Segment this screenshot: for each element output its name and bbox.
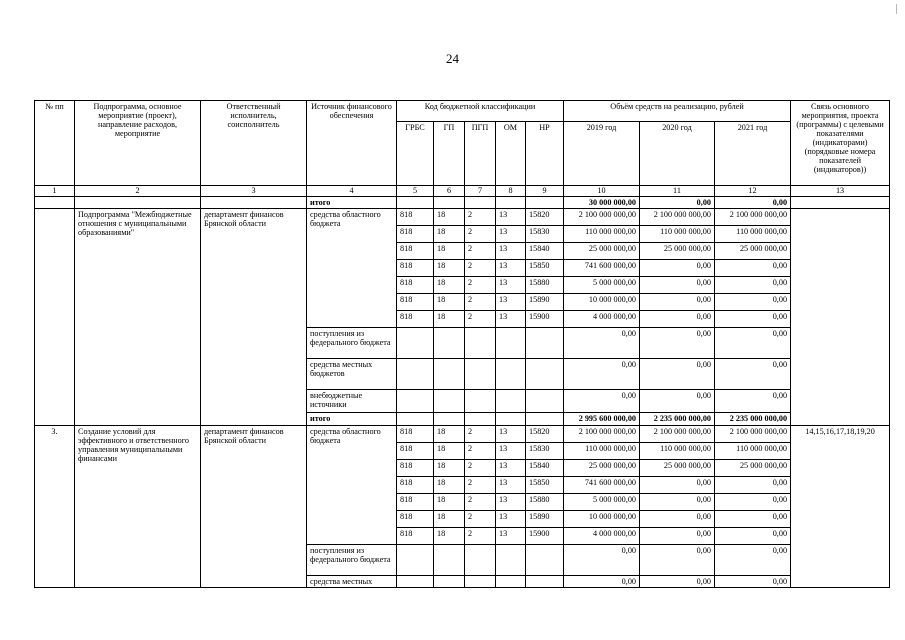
grbs-cell: 818 bbox=[397, 477, 434, 494]
amount-2020: 0,00 bbox=[640, 311, 715, 328]
amount-2019: 2 100 000 000,00 bbox=[564, 426, 640, 443]
total-2020: 2 235 000 000,00 bbox=[640, 413, 715, 426]
amount-2020: 110 000 000,00 bbox=[640, 443, 715, 460]
amount-2020: 0,00 bbox=[640, 494, 715, 511]
pgp-cell: 2 bbox=[465, 443, 496, 460]
gp-cell: 18 bbox=[434, 277, 465, 294]
np-cell: 15820 bbox=[526, 426, 564, 443]
pgp-cell: 2 bbox=[465, 260, 496, 277]
grbs-cell: 818 bbox=[397, 209, 434, 226]
amount-2020: 25 000 000,00 bbox=[640, 243, 715, 260]
amount-2021: 0,00 bbox=[715, 260, 791, 277]
s1-extra-label: внебюджетные источники bbox=[307, 390, 397, 413]
amount-2021: 25 000 000,00 bbox=[715, 243, 791, 260]
pgp-cell: 2 bbox=[465, 209, 496, 226]
column-number: 6 bbox=[434, 186, 465, 197]
gp-cell: 18 bbox=[434, 311, 465, 328]
amount-2020: 110 000 000,00 bbox=[640, 226, 715, 243]
grbs-cell: 818 bbox=[397, 294, 434, 311]
s1-link bbox=[791, 209, 890, 426]
amount-2020: 2 100 000 000,00 bbox=[640, 426, 715, 443]
amount-2019: 2 100 000 000,00 bbox=[564, 209, 640, 226]
header-2019: 2019 год bbox=[564, 122, 640, 186]
np-cell: 15820 bbox=[526, 209, 564, 226]
header-om: ОМ bbox=[496, 122, 526, 186]
amount-2019: 741 600 000,00 bbox=[564, 477, 640, 494]
column-number: 4 bbox=[307, 186, 397, 197]
amount-2019: 0,00 bbox=[564, 328, 640, 359]
pgp-cell: 2 bbox=[465, 511, 496, 528]
amount-2019: 0,00 bbox=[564, 545, 640, 576]
np-cell: 15900 bbox=[526, 528, 564, 545]
om-cell: 13 bbox=[496, 494, 526, 511]
column-number: 10 bbox=[564, 186, 640, 197]
s1-row-1 bbox=[35, 209, 890, 226]
gp-cell: 18 bbox=[434, 426, 465, 443]
np-cell: 15890 bbox=[526, 511, 564, 528]
np-cell: 15880 bbox=[526, 277, 564, 294]
om-cell: 13 bbox=[496, 226, 526, 243]
pgp-cell: 2 bbox=[465, 226, 496, 243]
column-number: 8 bbox=[496, 186, 526, 197]
scan-edge-mark bbox=[896, 4, 897, 14]
amount-2021: 0,00 bbox=[715, 328, 791, 359]
column-number-row bbox=[35, 186, 890, 197]
s2-source-regional: средства областного бюджета bbox=[307, 426, 397, 545]
om-cell: 13 bbox=[496, 511, 526, 528]
header-row-1 bbox=[35, 101, 890, 122]
total-2021: 0,00 bbox=[715, 197, 791, 209]
s2-executor: департамент финансов Брянской области bbox=[201, 426, 307, 588]
header-link: Связь основного мероприятия, проекта (программы) с целевыми показателями (индикаторами) (порядковые номера показателей (индикаторов)) bbox=[791, 101, 890, 186]
header-source: Источник финансового обеспечения bbox=[307, 101, 397, 186]
s1-local-label: средства местных бюджетов bbox=[307, 359, 397, 390]
grbs-cell: 818 bbox=[397, 494, 434, 511]
amount-2019: 5 000 000,00 bbox=[564, 494, 640, 511]
amount-2019: 110 000 000,00 bbox=[564, 443, 640, 460]
grbs-cell: 818 bbox=[397, 226, 434, 243]
total-label: итого bbox=[307, 197, 397, 209]
amount-2019: 25 000 000,00 bbox=[564, 460, 640, 477]
amount-2021: 0,00 bbox=[715, 545, 791, 576]
gp-cell: 18 bbox=[434, 477, 465, 494]
s1-name: Подпрограмма "Межбюджетные отношения с муниципальными образованиями" bbox=[75, 209, 201, 426]
np-cell: 15830 bbox=[526, 226, 564, 243]
np-cell: 15890 bbox=[526, 294, 564, 311]
column-number: 5 bbox=[397, 186, 434, 197]
total-2019: 30 000 000,00 bbox=[564, 197, 640, 209]
header-volume: Объём средств на реализацию, рублей bbox=[564, 101, 791, 122]
gp-cell: 18 bbox=[434, 209, 465, 226]
grbs-cell: 818 bbox=[397, 243, 434, 260]
column-number: 7 bbox=[465, 186, 496, 197]
total-2020: 0,00 bbox=[640, 197, 715, 209]
pgp-cell: 2 bbox=[465, 311, 496, 328]
pgp-cell: 2 bbox=[465, 460, 496, 477]
column-number: 13 bbox=[791, 186, 890, 197]
s2-row-1 bbox=[35, 426, 890, 443]
header-grbs: ГРБС bbox=[397, 122, 434, 186]
np-cell: 15900 bbox=[526, 311, 564, 328]
grbs-cell: 818 bbox=[397, 528, 434, 545]
s2-local-label: средства местных bbox=[307, 576, 397, 588]
s1-source-regional: средства областного бюджета bbox=[307, 209, 397, 328]
amount-2020: 25 000 000,00 bbox=[640, 460, 715, 477]
amount-2020: 0,00 bbox=[640, 260, 715, 277]
amount-2019: 0,00 bbox=[564, 390, 640, 413]
amount-2019: 10 000 000,00 bbox=[564, 511, 640, 528]
gp-cell: 18 bbox=[434, 511, 465, 528]
amount-2021: 0,00 bbox=[715, 359, 791, 390]
s2-federal-label: поступления из федерального бюджета bbox=[307, 545, 397, 576]
om-cell: 13 bbox=[496, 426, 526, 443]
gp-cell: 18 bbox=[434, 226, 465, 243]
gp-cell: 18 bbox=[434, 528, 465, 545]
amount-2019: 10 000 000,00 bbox=[564, 294, 640, 311]
om-cell: 13 bbox=[496, 477, 526, 494]
grbs-cell: 818 bbox=[397, 511, 434, 528]
header-executor: Ответственный исполнитель, соисполнитель bbox=[201, 101, 307, 186]
om-cell: 13 bbox=[496, 294, 526, 311]
amount-2021: 0,00 bbox=[715, 477, 791, 494]
gp-cell: 18 bbox=[434, 260, 465, 277]
amount-2020: 2 100 000 000,00 bbox=[640, 209, 715, 226]
s1-num bbox=[35, 209, 75, 426]
header-gp: ГП bbox=[434, 122, 465, 186]
total-row-top bbox=[35, 197, 890, 209]
header-pgp: ПГП bbox=[465, 122, 496, 186]
grbs-cell: 818 bbox=[397, 260, 434, 277]
amount-2019: 25 000 000,00 bbox=[564, 243, 640, 260]
amount-2020: 0,00 bbox=[640, 545, 715, 576]
amount-2021: 0,00 bbox=[715, 277, 791, 294]
gp-cell: 18 bbox=[434, 460, 465, 477]
amount-2020: 0,00 bbox=[640, 511, 715, 528]
header-2020: 2020 год bbox=[640, 122, 715, 186]
np-cell: 15850 bbox=[526, 260, 564, 277]
amount-2021: 0,00 bbox=[715, 511, 791, 528]
header-num: № пп bbox=[35, 101, 75, 186]
grbs-cell: 818 bbox=[397, 443, 434, 460]
amount-2021: 0,00 bbox=[715, 311, 791, 328]
amount-2021: 0,00 bbox=[715, 294, 791, 311]
amount-2021: 0,00 bbox=[715, 494, 791, 511]
pgp-cell: 2 bbox=[465, 426, 496, 443]
grbs-cell: 818 bbox=[397, 460, 434, 477]
amount-2019: 741 600 000,00 bbox=[564, 260, 640, 277]
header-subprogram: Подпрограмма, основное мероприятие (проект), направление расходов, мероприятие bbox=[75, 101, 201, 186]
pgp-cell: 2 bbox=[465, 494, 496, 511]
amount-2020: 0,00 bbox=[640, 359, 715, 390]
gp-cell: 18 bbox=[434, 243, 465, 260]
amount-2021: 2 100 000 000,00 bbox=[715, 209, 791, 226]
om-cell: 13 bbox=[496, 460, 526, 477]
gp-cell: 18 bbox=[434, 294, 465, 311]
grbs-cell: 818 bbox=[397, 311, 434, 328]
om-cell: 13 bbox=[496, 443, 526, 460]
amount-2019: 0,00 bbox=[564, 359, 640, 390]
pgp-cell: 2 bbox=[465, 528, 496, 545]
pgp-cell: 2 bbox=[465, 477, 496, 494]
s2-link: 14,15,16,17,18,19,20 bbox=[791, 426, 890, 588]
budget-table bbox=[34, 100, 890, 588]
amount-2019: 0,00 bbox=[564, 576, 640, 588]
grbs-cell: 818 bbox=[397, 277, 434, 294]
amount-2020: 0,00 bbox=[640, 328, 715, 359]
om-cell: 13 bbox=[496, 209, 526, 226]
om-cell: 13 bbox=[496, 260, 526, 277]
pgp-cell: 2 bbox=[465, 294, 496, 311]
gp-cell: 18 bbox=[434, 443, 465, 460]
s2-name: Создание условий для эффективного и ответственного управления муниципальными финансами bbox=[75, 426, 201, 588]
np-cell: 15840 bbox=[526, 460, 564, 477]
column-number: 12 bbox=[715, 186, 791, 197]
pgp-cell: 2 bbox=[465, 243, 496, 260]
s1-total-label: итого bbox=[307, 413, 397, 426]
amount-2021: 0,00 bbox=[715, 390, 791, 413]
amount-2020: 0,00 bbox=[640, 294, 715, 311]
amount-2020: 0,00 bbox=[640, 277, 715, 294]
amount-2019: 110 000 000,00 bbox=[564, 226, 640, 243]
amount-2020: 0,00 bbox=[640, 477, 715, 494]
amount-2019: 4 000 000,00 bbox=[564, 311, 640, 328]
amount-2020: 0,00 bbox=[640, 576, 715, 588]
amount-2021: 2 100 000 000,00 bbox=[715, 426, 791, 443]
s1-executor: департамент финансов Брянской области bbox=[201, 209, 307, 426]
header-np: НР bbox=[526, 122, 564, 186]
amount-2019: 4 000 000,00 bbox=[564, 528, 640, 545]
amount-2021: 0,00 bbox=[715, 576, 791, 588]
column-number: 3 bbox=[201, 186, 307, 197]
om-cell: 13 bbox=[496, 311, 526, 328]
header-2021: 2021 год bbox=[715, 122, 791, 186]
amount-2021: 110 000 000,00 bbox=[715, 226, 791, 243]
om-cell: 13 bbox=[496, 277, 526, 294]
column-number: 11 bbox=[640, 186, 715, 197]
pgp-cell: 2 bbox=[465, 277, 496, 294]
column-number: 1 bbox=[35, 186, 75, 197]
total-2021: 2 235 000 000,00 bbox=[715, 413, 791, 426]
np-cell: 15830 bbox=[526, 443, 564, 460]
page-number: 24 bbox=[446, 51, 459, 66]
np-cell: 15850 bbox=[526, 477, 564, 494]
amount-2020: 0,00 bbox=[640, 390, 715, 413]
np-cell: 15840 bbox=[526, 243, 564, 260]
s1-federal-label: поступления из федерального бюджета bbox=[307, 328, 397, 359]
total-2019: 2 995 600 000,00 bbox=[564, 413, 640, 426]
om-cell: 13 bbox=[496, 528, 526, 545]
amount-2021: 0,00 bbox=[715, 528, 791, 545]
column-number: 9 bbox=[526, 186, 564, 197]
amount-2020: 0,00 bbox=[640, 528, 715, 545]
gp-cell: 18 bbox=[434, 494, 465, 511]
column-number: 2 bbox=[75, 186, 201, 197]
np-cell: 15880 bbox=[526, 494, 564, 511]
header-budget-code: Код бюджетной классификации bbox=[397, 101, 564, 122]
grbs-cell: 818 bbox=[397, 426, 434, 443]
amount-2021: 110 000 000,00 bbox=[715, 443, 791, 460]
amount-2019: 5 000 000,00 bbox=[564, 277, 640, 294]
om-cell: 13 bbox=[496, 243, 526, 260]
amount-2021: 25 000 000,00 bbox=[715, 460, 791, 477]
s2-num: 3. bbox=[35, 426, 75, 588]
